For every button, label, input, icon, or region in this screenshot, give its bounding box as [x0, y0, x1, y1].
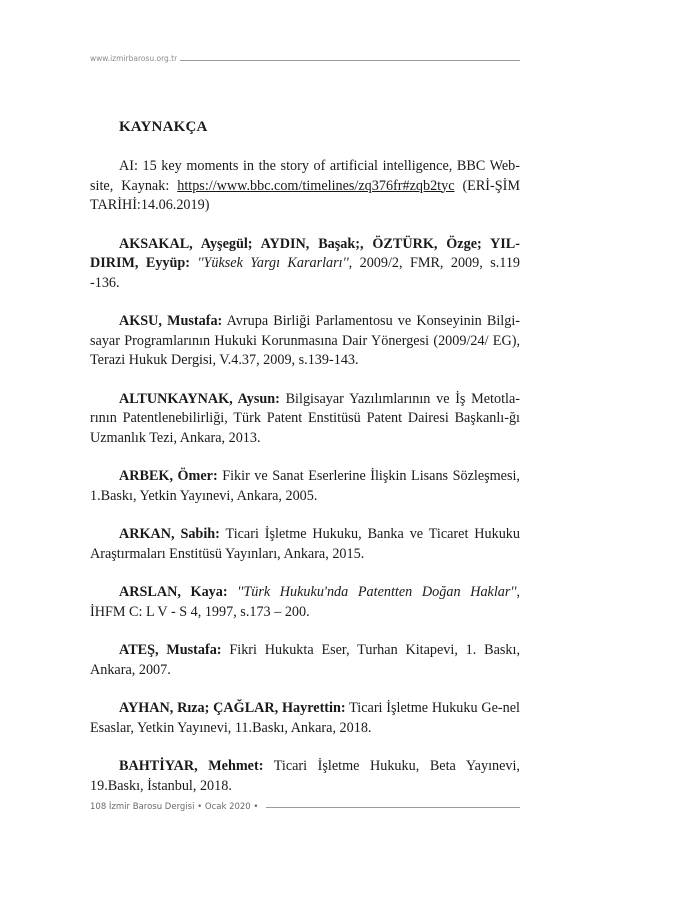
bibliography-entry	[90, 157, 520, 216]
bibliography-entry	[90, 390, 520, 449]
entry-author: BAHTİYAR, Mehmet:	[119, 758, 264, 774]
entry-text: Fikri Hukukta Eser, Turhan Kitapevi, 1. Baskı, Ankara, 2007.	[90, 642, 521, 678]
bibliography-section	[90, 117, 520, 815]
entry-author: AYHAN, Rıza; ÇAĞLAR, Hayrettin:	[119, 700, 346, 716]
entry-text: Bilgisayar Yazılımlarının ve İş Metotla-rının Patentlenebilirliği, Türk Patent Enstitüsü Patent Dairesi Başkanlı-ğı Uzmanlık Tezi, Ankara, 2013.	[90, 390, 520, 446]
header-rule	[176, 60, 520, 61]
bibliography-entry	[90, 583, 520, 622]
header-url: www.izmirbarosu.org.tr	[90, 53, 180, 65]
page-footer	[90, 801, 520, 815]
entry-author: ALTUNKAYNAK, Aysun:	[119, 390, 280, 407]
section-heading: KAYNAKÇA	[119, 119, 208, 135]
entry-text: Ticari İşletme Hukuku Ge-nel Esaslar, Yetkin Yayınevi, 11.Baskı, Ankara, 2018.	[90, 700, 520, 736]
entry-text: (ERİ-ŞİM TARİHİ:14.06.2019)	[90, 177, 520, 213]
entry-text: Fikir ve Sanat Eserlerine İlişkin Lisans Sözleşmesi, 1.Baskı, Yetkin Yayınevi, Ankara, 2005.	[90, 468, 520, 504]
footer-text: 108 İzmir Barosu Dergisi • Ocak 2020 •	[90, 801, 261, 814]
bibliography-entry	[90, 757, 520, 796]
footer-rule	[266, 807, 520, 808]
entry-author: AKSAKAL, Ayşegül; AYDIN, Başak;, ÖZTÜRK, Özge; YIL-DIRIM, Eyyüp:	[90, 235, 520, 271]
bibliography-entry	[90, 525, 520, 564]
entry-author: ARSLAN, Kaya:	[119, 584, 228, 600]
bibliography-entry	[90, 312, 520, 371]
entry-text: AI: 15 key moments in the story of artificial intelligence, BBC Web-site, Kaynak:	[90, 158, 520, 194]
entry-author: AKSU, Mustafa:	[119, 313, 223, 329]
entry-title: ''Türk Hukuku'nda Patentten Doğan Haklar''	[237, 584, 517, 600]
bibliography-entry	[90, 641, 520, 680]
source-link[interactable]: https://www.bbc.com/timelines/zq376fr#zqb2tyc	[177, 177, 455, 194]
bibliography-entry	[90, 699, 520, 738]
bibliography-entry	[90, 467, 520, 506]
entry-text: , İHFM C: L V - S 4, 1997, s.173 – 200.	[90, 584, 521, 620]
entry-author: ARKAN, Sabih:	[119, 526, 220, 542]
entry-text: Ticari İşletme Hukuku, Beta Yayınevi, 19.Baskı, İstanbul, 2018.	[90, 758, 520, 794]
entry-text: Ticari İşletme Hukuku, Banka ve Ticaret Hukuku Araştırmaları Enstitüsü Yayınları, Ankara, 2015.	[90, 526, 520, 562]
entry-author: ATEŞ, Mustafa:	[119, 642, 222, 658]
bibliography-entry	[90, 235, 520, 294]
entry-title: ''Yüksek Yargı Kararları''	[197, 255, 349, 271]
entry-author: ARBEK, Ömer:	[119, 468, 218, 484]
entry-text: , 2009/2, FMR, 2009, s.119 -136.	[90, 255, 521, 291]
entry-text: Avrupa Birliği Parlamentosu ve Konseyinin Bilgi-sayar Programlarının Hukuki Korunmasına Dair Yönergesi (2009/24/ EG), Terazi Hukuk Dergisi, V.4.37, 2009, s.139-143.	[90, 313, 520, 368]
page-header	[90, 53, 520, 67]
